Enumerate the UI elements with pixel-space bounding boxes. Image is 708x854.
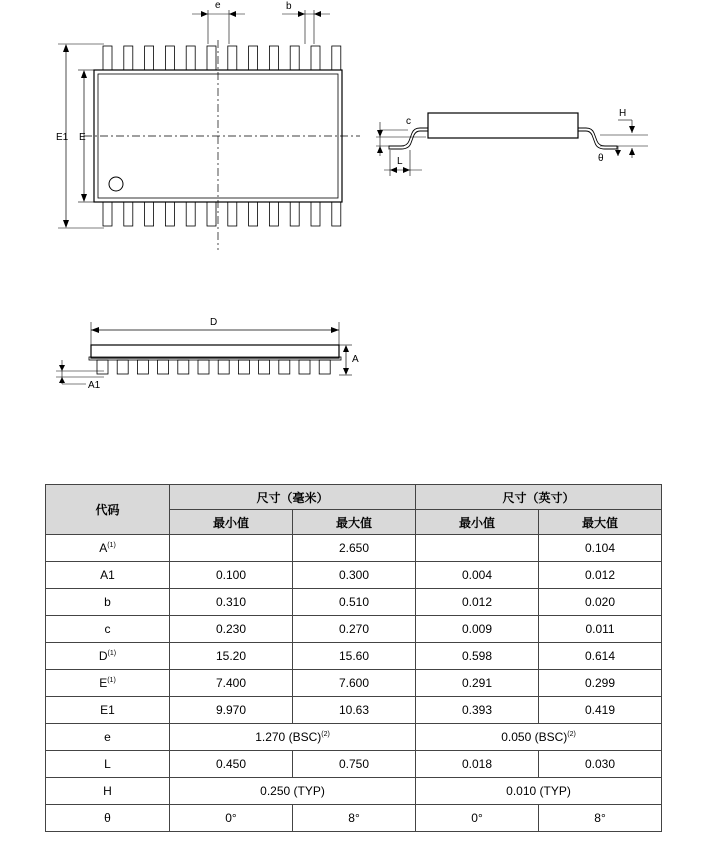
mm-min-cell: 0° [170, 805, 293, 832]
top-pin [290, 46, 299, 70]
side-view-body [428, 113, 578, 138]
top-pin [311, 46, 320, 70]
top-pin [124, 46, 133, 70]
mm-min-header: 最小值 [170, 510, 293, 535]
top-pin [207, 46, 216, 70]
inch-header: 尺寸（英寸） [416, 485, 662, 510]
inch-max-cell: 0.299 [539, 670, 662, 697]
side-view [376, 113, 648, 176]
code-cell: A1 [46, 562, 170, 589]
mm-max-cell: 0.300 [293, 562, 416, 589]
inch-min-cell [416, 535, 539, 562]
front-pin [279, 360, 290, 374]
mm-min-cell [170, 535, 293, 562]
top-pin [228, 46, 237, 70]
label-e: e [215, 0, 221, 11]
pin1-marker [109, 177, 123, 191]
bottom-pin [186, 202, 195, 226]
mm-min-cell: 0.310 [170, 589, 293, 616]
code-header: 代码 [46, 485, 170, 535]
label-A1: A1 [88, 380, 101, 391]
top-pins [103, 46, 341, 70]
code-cell: $A^{(1)}$ [46, 535, 170, 562]
label-E: E [79, 132, 86, 143]
bottom-pin [145, 202, 154, 226]
bottom-pin [290, 202, 299, 226]
table-row [46, 697, 662, 724]
mm-min-cell: 15.20 [170, 643, 293, 670]
label-H: H [619, 108, 627, 119]
code-cell: θ [46, 805, 170, 832]
top-pin [269, 46, 278, 70]
inch-max-cell: 0.419 [539, 697, 662, 724]
code-cell: b [46, 589, 170, 616]
inch-min-cell: 0.598 [416, 643, 539, 670]
code-cell: H [46, 778, 170, 805]
front-pin [259, 360, 270, 374]
inch-max-cell: 0.011 [539, 616, 662, 643]
table-row [46, 805, 662, 832]
top-view [58, 10, 360, 250]
table-row [46, 778, 662, 805]
front-pin [218, 360, 229, 374]
mm-max-cell: 10.63 [293, 697, 416, 724]
mm-max-cell: 15.60 [293, 643, 416, 670]
code-cell: e [46, 724, 170, 751]
mm-min-cell: 0.100 [170, 562, 293, 589]
label-c: c [406, 116, 411, 127]
code-cell: $D^{(1)}$ [46, 643, 170, 670]
inch-min-cell: 0.393 [416, 697, 539, 724]
mm-max-header: 最大值 [293, 510, 416, 535]
mm-min-cell: 9.970 [170, 697, 293, 724]
table-row [46, 616, 662, 643]
bottom-pins [103, 202, 341, 226]
table-row [46, 562, 662, 589]
mm-min-cell: 7.400 [170, 670, 293, 697]
bottom-pin [207, 202, 216, 226]
front-pin [137, 360, 148, 374]
table-row [46, 535, 662, 562]
mm-value-cell: 1.270 (BSC)$^{(2)}$ [170, 724, 416, 751]
inch-max-cell: 0.012 [539, 562, 662, 589]
inch-min-cell: 0.009 [416, 616, 539, 643]
front-view-body [91, 345, 339, 358]
inch-min-cell: 0° [416, 805, 539, 832]
mm-max-cell: 8° [293, 805, 416, 832]
inch-value-cell: 0.010 (TYP) [416, 778, 662, 805]
inch-max-cell: 0.030 [539, 751, 662, 778]
label-E1: E1 [56, 132, 69, 143]
table-row [46, 589, 662, 616]
inch-max-cell: 0.614 [539, 643, 662, 670]
bottom-pin [311, 202, 320, 226]
table-row [46, 751, 662, 778]
front-pin [238, 360, 249, 374]
inch-min-cell: 0.018 [416, 751, 539, 778]
front-pin [117, 360, 128, 374]
front-view [56, 322, 352, 384]
top-pin [165, 46, 174, 70]
inch-value-cell: 0.050 (BSC)$^{(2)}$ [416, 724, 662, 751]
inch-min-cell: 0.004 [416, 562, 539, 589]
inch-max-cell: 0.104 [539, 535, 662, 562]
mm-value-cell: 0.250 (TYP) [170, 778, 416, 805]
inch-max-cell: 8° [539, 805, 662, 832]
code-cell: L [46, 751, 170, 778]
mm-min-cell: 0.450 [170, 751, 293, 778]
inch-min-header: 最小值 [416, 510, 539, 535]
top-pin [145, 46, 154, 70]
mm-max-cell: 0.750 [293, 751, 416, 778]
table-row [46, 724, 662, 751]
top-pin [332, 46, 341, 70]
bottom-pin [124, 202, 133, 226]
table-row [46, 643, 662, 670]
top-pin [186, 46, 195, 70]
inch-min-cell: 0.291 [416, 670, 539, 697]
bottom-pin [228, 202, 237, 226]
top-pin [249, 46, 258, 70]
inch-min-cell: 0.012 [416, 589, 539, 616]
table-row [46, 670, 662, 697]
mm-max-cell: 0.510 [293, 589, 416, 616]
bottom-pin [269, 202, 278, 226]
code-cell: $E^{(1)}$ [46, 670, 170, 697]
front-pin [178, 360, 189, 374]
code-cell: E1 [46, 697, 170, 724]
inch-max-cell: 0.020 [539, 589, 662, 616]
front-pin [299, 360, 310, 374]
mm-max-cell: 7.600 [293, 670, 416, 697]
top-pin [103, 46, 112, 70]
mm-max-cell: 0.270 [293, 616, 416, 643]
label-theta: θ [598, 153, 604, 164]
bottom-pin [165, 202, 174, 226]
label-L: L [397, 156, 403, 167]
mm-min-cell: 0.230 [170, 616, 293, 643]
bottom-pin [103, 202, 112, 226]
dimension-table [45, 484, 662, 832]
front-pin [198, 360, 209, 374]
label-D: D [210, 317, 218, 328]
front-pin [97, 360, 108, 374]
inch-max-header: 最大值 [539, 510, 662, 535]
front-pins [97, 360, 330, 374]
front-pin [158, 360, 169, 374]
label-b: b [286, 1, 292, 12]
bottom-pin [332, 202, 341, 226]
mm-max-cell: 2.650 [293, 535, 416, 562]
mm-header: 尺寸（毫米） [170, 485, 416, 510]
dimension-table-body [46, 535, 662, 832]
code-cell: c [46, 616, 170, 643]
bottom-pin [249, 202, 258, 226]
label-A: A [352, 354, 359, 365]
front-pin [319, 360, 330, 374]
